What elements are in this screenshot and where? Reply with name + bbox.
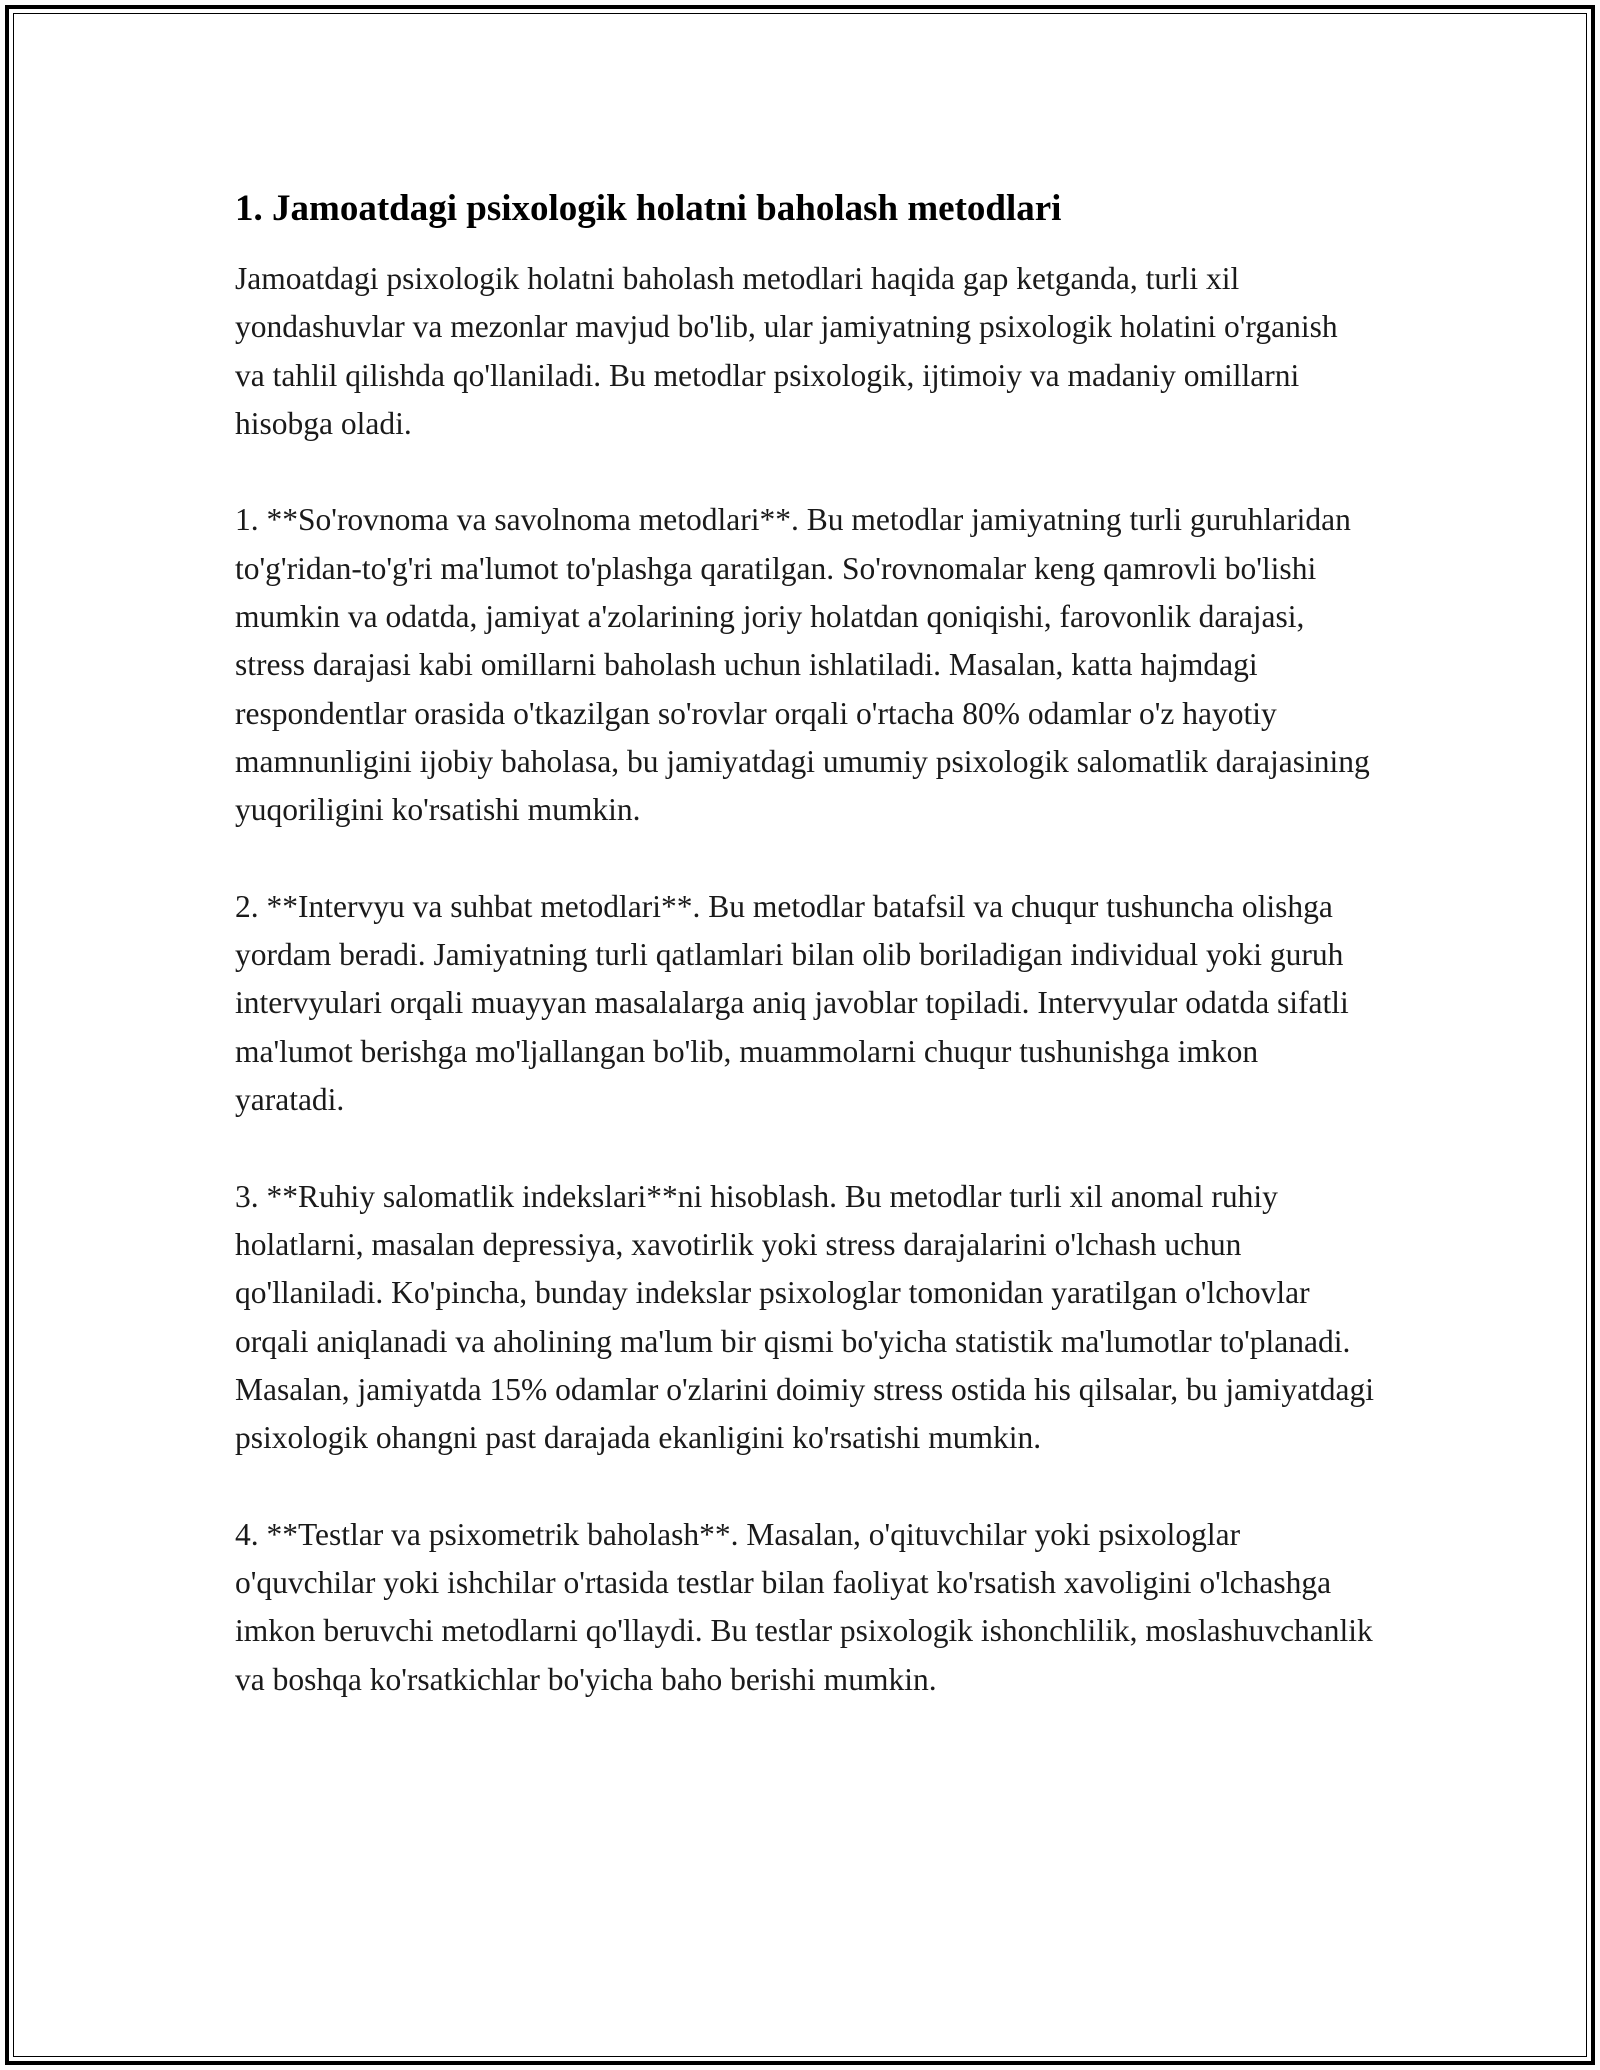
paragraph-intro: Jamoatdagi psixologik holatni baholash metodlari haqida gap ketganda, turli xil yondashuvlar va mezonlar mavjud bo'lib, ular jamiyatning psixologik holatini o'rganish va tahlil qilishda qo'llaniladi. Bu metodlar psixologik, ijtimoiy va madaniy omillarni hisobga oladi. [235,261,1338,441]
paragraph-interview-methods: 2. **Intervyu va suhbat metodlari**. Bu metodlar batafsil va chuqur tushuncha olishga yordam beradi. Jamiyatning turli qatlamlari bilan olib boriladigan individual yoki guruh intervyulari orqali muayyan masalalarga aniq javoblar topiladi. Intervyular odatda sifatli ma'lumot berishga mo'ljallangan bo'lib, muammolarni chuqur tushunishga imkon yaratadi. [235,888,1349,1118]
document-title: 1. Jamoatdagi psixologik holatni baholash metodlari [235,188,1062,229]
paragraph-psychometric-tests: 4. **Testlar va psixometrik baholash**. Masalan, o'qituvchilar yoki psixologlar o'quvchilar yoki ishchilar o'rtasida testlar bilan faoliyat ko'rsatish xavoligini o'lchashga imkon beruvchi metodlarni qo'llaydi. Bu testlar psixologik ishonchlilik, moslashuvchanlik va boshqa ko'rsatkichlar bo'yicha baho berishi mumkin. [235,1516,1373,1697]
paragraph-survey-methods: 1. **So'rovnoma va savolnoma metodlari**. Bu metodlar jamiyatning turli guruhlaridan to'g'ridan-to'g'ri ma'lumot to'plashga qaratilgan. So'rovnomalar keng qamrovli bo'lishi mumkin va odatda, jamiyat a'zolarining joriy holatdan qoniqishi, farovonlik darajasi, stress darajasi kabi omillarni baholash uchun ishlatiladi. Masalan, katta hajmdagi respondentlar orasida o'tkazilgan so'rovlar orqali o'rtacha 80% odamlar o'z hayotiy mamnunligini ijobiy baholasa, bu jamiyatdagi umumiy psixologik salomatlik darajasining yuqoriligini ko'rsatishi mumkin. [235,502,1370,828]
paragraph-mental-health-indexes: 3. **Ruhiy salomatlik indekslari**ni hisoblash. Bu metodlar turli xil anomal ruhiy holatlarni, masalan depressiya, xavotirlik yoki stress darajalarini o'lchash uchun qo'llaniladi. Ko'pincha, bunday indekslar psixologlar tomonidan yaratilgan o'lchovlar orqali aniqlanadi va aholining ma'lum bir qismi bo'yicha statistik ma'lumotlar to'planadi. Masalan, jamiyatda 15% odamlar o'zlarini doimiy stress ostida his qilsalar, bu jamiyatdagi psixologik ohangni past darajada ekanligini ko'rsatishi mumkin. [235,1178,1375,1456]
document-body [235,185,1375,1752]
